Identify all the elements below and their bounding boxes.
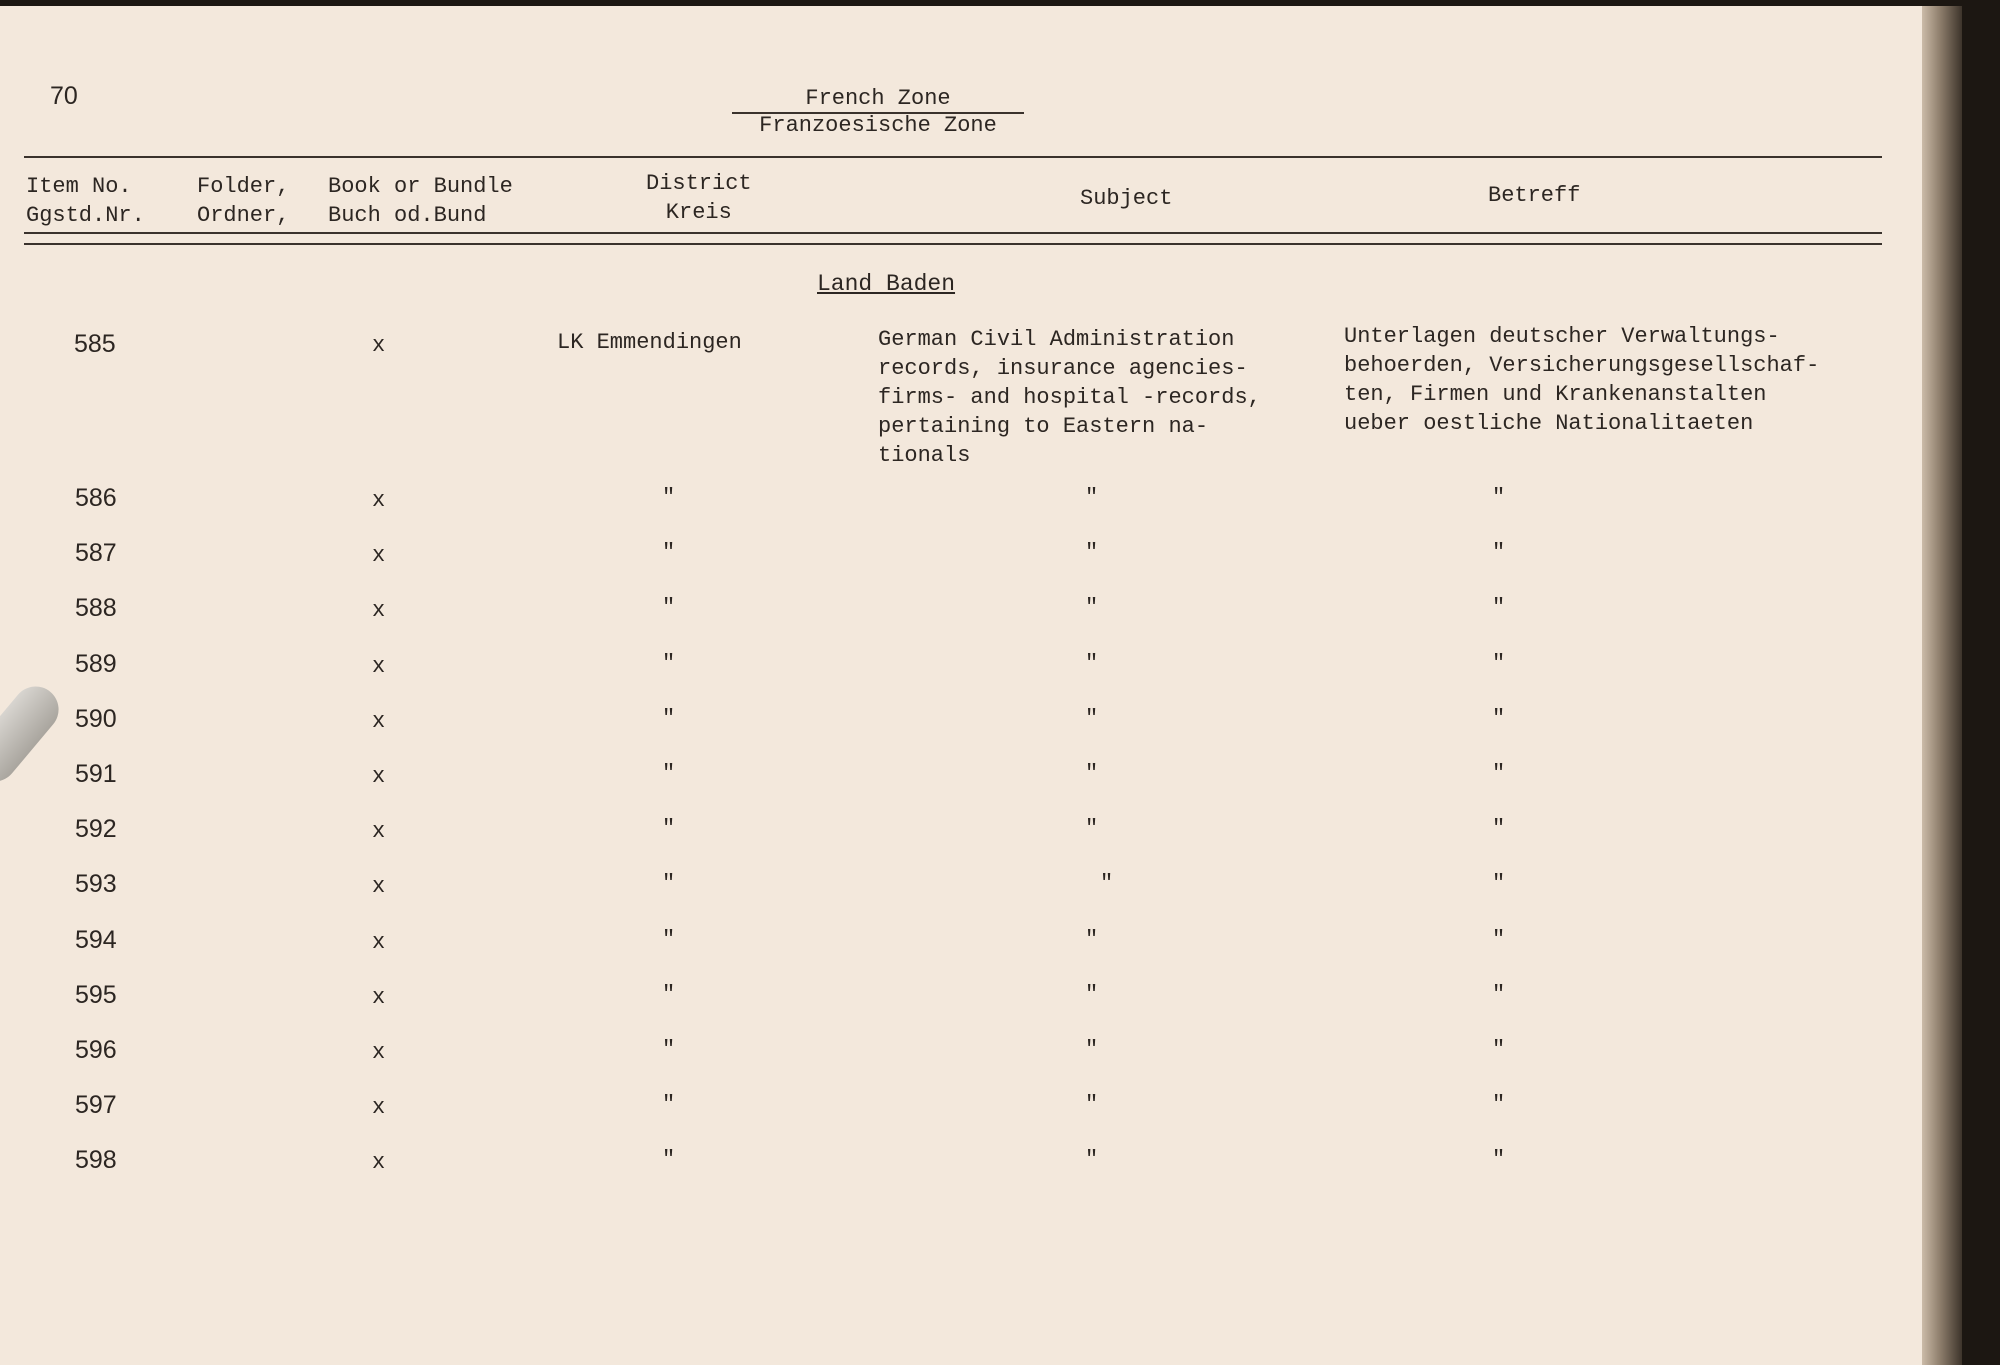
district-cell: "	[662, 595, 676, 620]
district-cell: "	[662, 816, 676, 841]
district-cell: "	[662, 761, 676, 786]
district-cell: LK Emmendingen	[557, 330, 742, 355]
betreff-cell: "	[1492, 595, 1506, 620]
district-cell: "	[662, 706, 676, 731]
document-page	[0, 6, 1962, 1365]
column-header-betreff: Betreff	[1488, 183, 1581, 208]
betreff-cell: "	[1492, 651, 1506, 676]
column-header-book: Book or Bundle Buch od.Bund	[328, 174, 513, 228]
subject-cell: "	[1085, 1147, 1099, 1172]
column-header-folder: Folder, Ordner,	[197, 174, 290, 228]
item-number: 594	[75, 926, 117, 954]
district-cell: "	[662, 871, 676, 896]
district-cell: "	[662, 485, 676, 510]
book-mark: x	[372, 654, 386, 679]
item-number: 596	[75, 1036, 117, 1064]
betreff-cell: "	[1492, 871, 1506, 896]
subject-cell: "	[1085, 706, 1099, 731]
item-number: 585	[74, 330, 116, 358]
district-cell: "	[662, 927, 676, 952]
column-header-item: Item No. Ggstd.Nr.	[26, 174, 145, 228]
book-mark: x	[372, 930, 386, 955]
subject-cell: "	[1085, 651, 1099, 676]
subject-cell: "	[1085, 540, 1099, 565]
district-cell: "	[662, 540, 676, 565]
item-number: 593	[75, 870, 117, 898]
subject-cell: "	[1085, 927, 1099, 952]
betreff-cell: "	[1492, 982, 1506, 1007]
district-cell: "	[662, 1147, 676, 1172]
item-number: 587	[75, 539, 117, 567]
betreff-cell: "	[1492, 540, 1506, 565]
zone-header	[732, 86, 1024, 138]
item-number: 589	[75, 650, 117, 678]
subject-cell: "	[1085, 1037, 1099, 1062]
subject-cell: "	[1100, 871, 1114, 896]
book-mark: x	[372, 598, 386, 623]
book-mark: x	[372, 543, 386, 568]
subject-cell: "	[1085, 761, 1099, 786]
item-number: 595	[75, 981, 117, 1009]
book-binding	[1922, 6, 1962, 1365]
item-number: 592	[75, 815, 117, 843]
item-number: 598	[75, 1146, 117, 1174]
book-mark: x	[372, 1150, 386, 1175]
subject-cell: "	[1085, 816, 1099, 841]
subject-cell: "	[1085, 595, 1099, 620]
subject-cell: "	[1085, 1092, 1099, 1117]
paper-clip	[0, 677, 68, 791]
district-cell: "	[662, 1092, 676, 1117]
page-number: 70	[50, 82, 78, 110]
betreff-cell: "	[1492, 1147, 1506, 1172]
district-cell: "	[662, 982, 676, 1007]
column-header-subject: Subject	[1080, 186, 1173, 211]
header-rule-bottom	[24, 243, 1882, 245]
column-header-district: District Kreis	[646, 171, 752, 225]
section-title: Land Baden	[817, 271, 956, 297]
book-mark: x	[372, 819, 386, 844]
betreff-cell: Unterlagen deutscher Verwaltungs- behoerden, Versicherungsgesellschaf- ten, Firmen und Krankenanstalten ueber oestliche Nationalitaeten	[1344, 324, 1820, 436]
item-number: 586	[75, 484, 117, 512]
subject-cell: German Civil Administration records, insurance agencies- firms- and hospital -records, pertaining to Eastern na- tionals	[878, 327, 1261, 468]
subject-cell: "	[1085, 485, 1099, 510]
item-number: 590	[75, 705, 117, 733]
item-number: 591	[75, 760, 117, 788]
district-cell: "	[662, 1037, 676, 1062]
book-mark: x	[372, 1095, 386, 1120]
book-mark: x	[372, 985, 386, 1010]
betreff-cell: "	[1492, 1037, 1506, 1062]
book-mark: x	[372, 709, 386, 734]
book-mark: x	[372, 874, 386, 899]
item-number: 597	[75, 1091, 117, 1119]
item-number: 588	[75, 594, 117, 622]
header-rule-top	[24, 156, 1882, 158]
header-rule-mid	[24, 232, 1882, 234]
book-mark: x	[372, 333, 386, 358]
betreff-cell: "	[1492, 927, 1506, 952]
zone-title-de: Franzoesische Zone	[759, 113, 997, 138]
betreff-cell: "	[1492, 485, 1506, 510]
book-mark: x	[372, 1040, 386, 1065]
betreff-cell: "	[1492, 816, 1506, 841]
book-mark: x	[372, 488, 386, 513]
betreff-cell: "	[1492, 761, 1506, 786]
subject-cell: "	[1085, 982, 1099, 1007]
betreff-cell: "	[1492, 1092, 1506, 1117]
book-mark: x	[372, 764, 386, 789]
zone-title-en: French Zone	[732, 86, 1024, 114]
betreff-cell: "	[1492, 706, 1506, 731]
district-cell: "	[662, 651, 676, 676]
